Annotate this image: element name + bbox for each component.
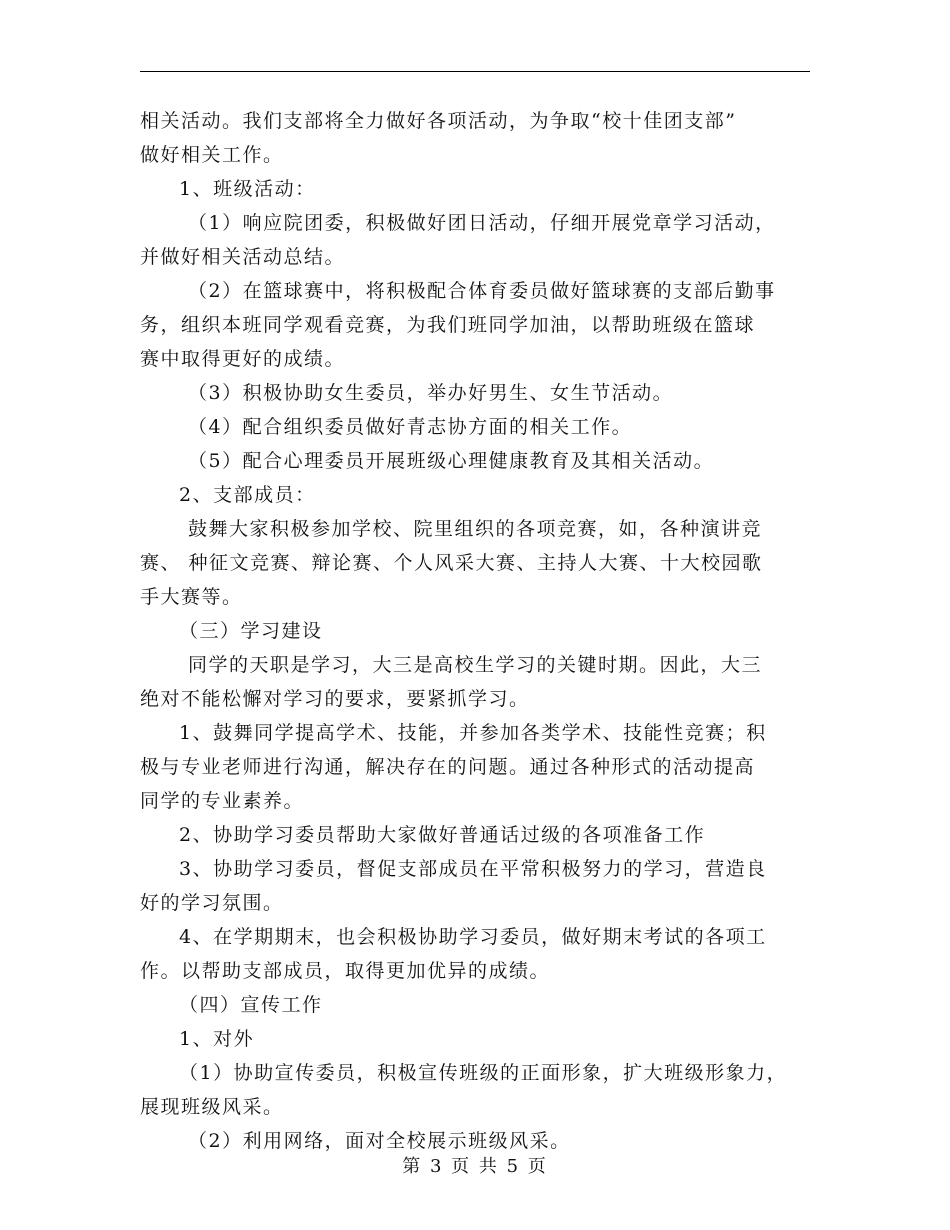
text-line: （2）利用网络，面对全校展示班级风采。	[188, 1130, 571, 1152]
text-line: 同学的天职是学习，大三是高校生学习的关键时期。因此，大三	[188, 654, 763, 676]
text-line: （1）响应院团委，积极做好团日活动，仔细开展党章学习活动，	[188, 212, 776, 234]
text-line: （3）积极协助女生委员，举办好男生、女生节活动。	[188, 382, 674, 404]
text-line: 1、对外	[179, 1028, 255, 1050]
section-heading: （三）学习建设	[179, 620, 323, 642]
text-line: 1、鼓舞同学提高学术、技能，并参加各类学术、技能性竞赛；积	[179, 722, 767, 744]
text-line: 展现班级风采。	[140, 1096, 284, 1118]
text-line: 做好相关工作。	[140, 144, 284, 166]
text-line: 2、协助学习委员帮助大家做好普通话过级的各项准备工作	[179, 824, 706, 846]
section-heading: （四）宣传工作	[179, 994, 323, 1016]
header-rule	[140, 71, 810, 72]
text-line: 极与专业老师进行沟通，解决存在的问题。通过各种形式的活动提高	[140, 756, 756, 778]
text-line: 务，组织本班同学观看竞赛，为我们班同学加油，以帮助班级在篮球	[140, 314, 756, 336]
text-line: 手大赛等。	[140, 586, 243, 608]
text-line: 好的学习氛围。	[140, 892, 284, 914]
text-line: （2）在篮球赛中，将积极配合体育委员做好篮球赛的支部后勤事	[188, 280, 776, 302]
text-line: 同学的专业素养。	[140, 790, 305, 812]
text-line: 相关活动。我们支部将全力做好各项活动，为争取“校十佳团支部”	[140, 110, 737, 132]
text-line: 1、班级活动：	[179, 178, 316, 200]
text-line: 3、协助学习委员，督促支部成员在平常积极努力的学习，营造良	[179, 858, 767, 880]
text-line: 鼓舞大家积极参加学校、院里组织的各项竞赛，如，各种演讲竞	[188, 518, 763, 540]
page-footer: 第 3 页 共 5 页	[402, 1156, 548, 1177]
text-line: （5）配合心理委员开展班级心理健康教育及其相关活动。	[188, 450, 715, 472]
text-line: 并做好相关活动总结。	[140, 246, 346, 268]
text-line: 绝对不能松懈对学习的要求，要紧抓学习。	[140, 688, 530, 710]
text-line: 赛、 种征文竞赛、辩论赛、个人风采大赛、主持人大赛、十大校园歌	[140, 552, 763, 574]
page-body	[140, 104, 820, 1158]
text-line: 赛中取得更好的成绩。	[140, 348, 346, 370]
text-line: 4、在学期期末，也会积极协助学习委员，做好期末考试的各项工	[179, 926, 767, 948]
text-line: （4）配合组织委员做好青志协方面的相关工作。	[188, 416, 633, 438]
text-line: 2、支部成员：	[179, 484, 316, 506]
text-line: （1）协助宣传委员，积极宣传班级的正面形象，扩大班级形象力，	[179, 1062, 788, 1084]
text-line: 作。以帮助支部成员，取得更加优异的成绩。	[140, 960, 551, 982]
